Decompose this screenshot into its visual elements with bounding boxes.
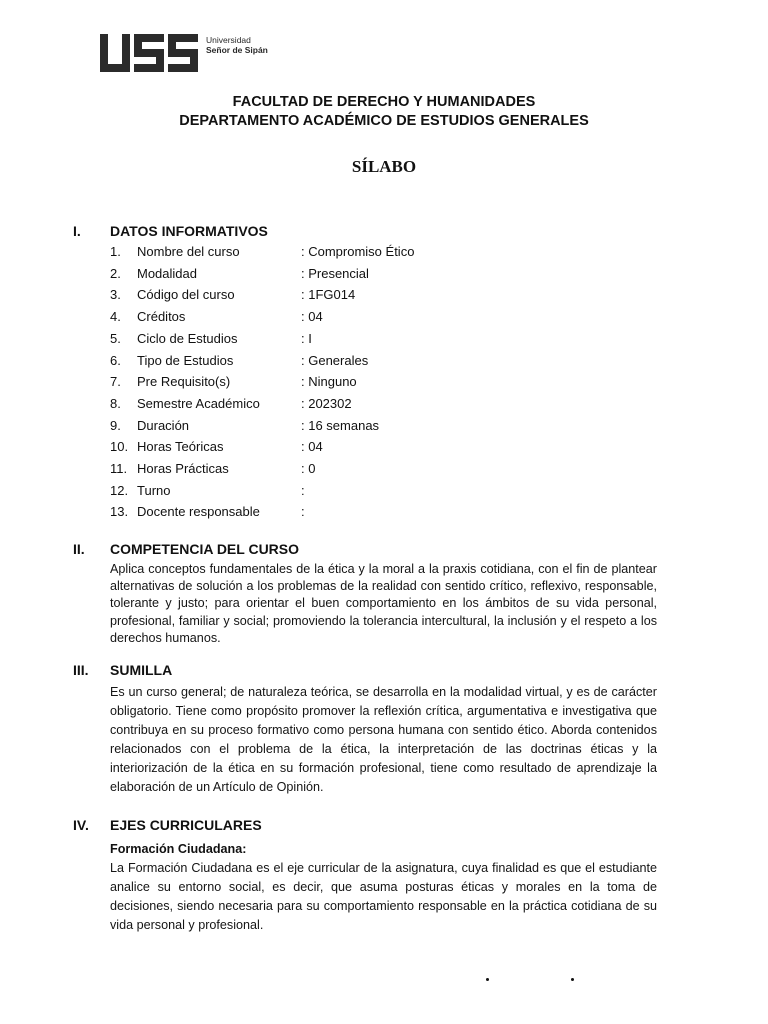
competencia-paragraph: Aplica conceptos fundamentales de la ética y la moral a la praxis cotidiana, con el fin de plantear alternativas de solución a los problemas de la realidad con sentido crítico, reflexivo, responsable, tolerante y justo; para orientar el buen comportamiento en los ámbitos de su vida personal, profesional, familiar y social; promoviendo la tolerancia intercultural, la inclusión y el respeto a los derechos humanos. (110, 562, 657, 645)
datos-item-label: Horas Prácticas (137, 461, 229, 476)
datos-item-value: : 0 (301, 461, 316, 476)
ejes-paragraph: La Formación Ciudadana es el eje curricular de la asignatura, cuya finalidad es que el estudiante analice su entorno social, es decir, que asuma posturas éticas y morales en la toma de decisiones, siendo necesaria para su comportamiento responsable en la práctica cotidiana de su vida personal y profesional. (110, 861, 657, 932)
datos-item-number: 8. (110, 395, 121, 411)
stray-mark (486, 978, 489, 981)
faculty-heading: FACULTAD DE DERECHO Y HUMANIDADES (232, 94, 536, 110)
section-number-ii: II. (73, 541, 85, 557)
datos-item-number: 13. (110, 504, 129, 520)
datos-item-number: 4. (110, 309, 121, 325)
datos-item-value: : Presencial (301, 265, 369, 281)
datos-item-number: 7. (110, 374, 121, 390)
datos-item-number: 6. (110, 352, 121, 368)
datos-item-value: : 1FG014 (301, 287, 356, 303)
datos-item-number: 10. (110, 439, 129, 455)
ejes-subtitle: Formación Ciudadana: (110, 842, 247, 856)
datos-item-number: 9. (110, 417, 121, 433)
datos-item-label: Semestre Académico (137, 395, 260, 411)
document-title: SÍLABO (351, 157, 417, 176)
datos-item-number: 2. (110, 265, 121, 281)
section-title-ejes: EJES CURRICULARES (110, 817, 262, 833)
uss-logo-mark (100, 34, 200, 72)
datos-item-label: Horas Teóricas (137, 439, 224, 455)
datos-item-value: : Compromiso Ético (301, 244, 415, 259)
datos-item-label: Nombre del curso (137, 244, 240, 259)
department-heading: DEPARTAMENTO ACADÉMICO DE ESTUDIOS GENERALES (179, 113, 589, 129)
datos-item-value: : Generales (301, 352, 369, 368)
sumilla-paragraph: Es un curso general; de naturaleza teórica, se desarrolla en la modalidad virtual, y es de carácter obligatorio. Tiene como propósito promover la reflexión crítica, argumentativa e investigativa que contribuya en su proceso formativo como persona humana con sentido ético. Aborda contenidos relacionados con el problema de la ética, la interpretación de las doctrinas éticas y la interiorización de la ética en su formación profesional, tiene como resultado de aprendizaje la elaboración de un Artículo de Opinión. (110, 685, 657, 795)
stray-mark (571, 978, 574, 981)
datos-item-label: Código del curso (137, 287, 235, 303)
datos-item-label: Tipo de Estudios (137, 352, 234, 368)
logo-line-1: Universidad (206, 35, 251, 45)
datos-item-value: : 04 (301, 309, 323, 325)
datos-item-value: : (301, 504, 305, 520)
university-logo (100, 34, 268, 72)
datos-item-label: Ciclo de Estudios (137, 330, 238, 346)
section-number-iii: III. (73, 662, 89, 678)
section-title-datos: DATOS INFORMATIVOS (110, 223, 268, 239)
datos-item-label: Modalidad (137, 265, 197, 281)
datos-item-label: Créditos (137, 309, 186, 325)
datos-item-label: Turno (137, 482, 171, 498)
datos-item-number: 11. (110, 461, 128, 476)
section-number-iv: IV. (73, 817, 89, 833)
logo-line-2: Señor de Sipán (206, 45, 268, 55)
logo-wordmark (206, 35, 268, 55)
datos-item-value: : 04 (301, 439, 323, 455)
datos-item-value: : (301, 482, 305, 498)
datos-item-number: 3. (110, 287, 121, 303)
datos-item-number: 12. (110, 482, 129, 498)
datos-item-value: : 202302 (301, 395, 352, 411)
datos-item-label: Duración (137, 417, 190, 433)
section-title-sumilla: SUMILLA (110, 662, 173, 678)
datos-item-number: 5. (110, 330, 121, 346)
section-title-competencia: COMPETENCIA DEL CURSO (110, 541, 300, 557)
datos-item-value: : 16 semanas (301, 417, 380, 433)
datos-item-label: Docente responsable (137, 504, 260, 520)
datos-item-value: : I (301, 330, 312, 346)
section-number-i: I. (73, 223, 81, 239)
datos-item-number: 1. (110, 244, 121, 259)
datos-item-label: Pre Requisito(s) (137, 374, 231, 390)
datos-item-value: : Ninguno (301, 374, 357, 390)
